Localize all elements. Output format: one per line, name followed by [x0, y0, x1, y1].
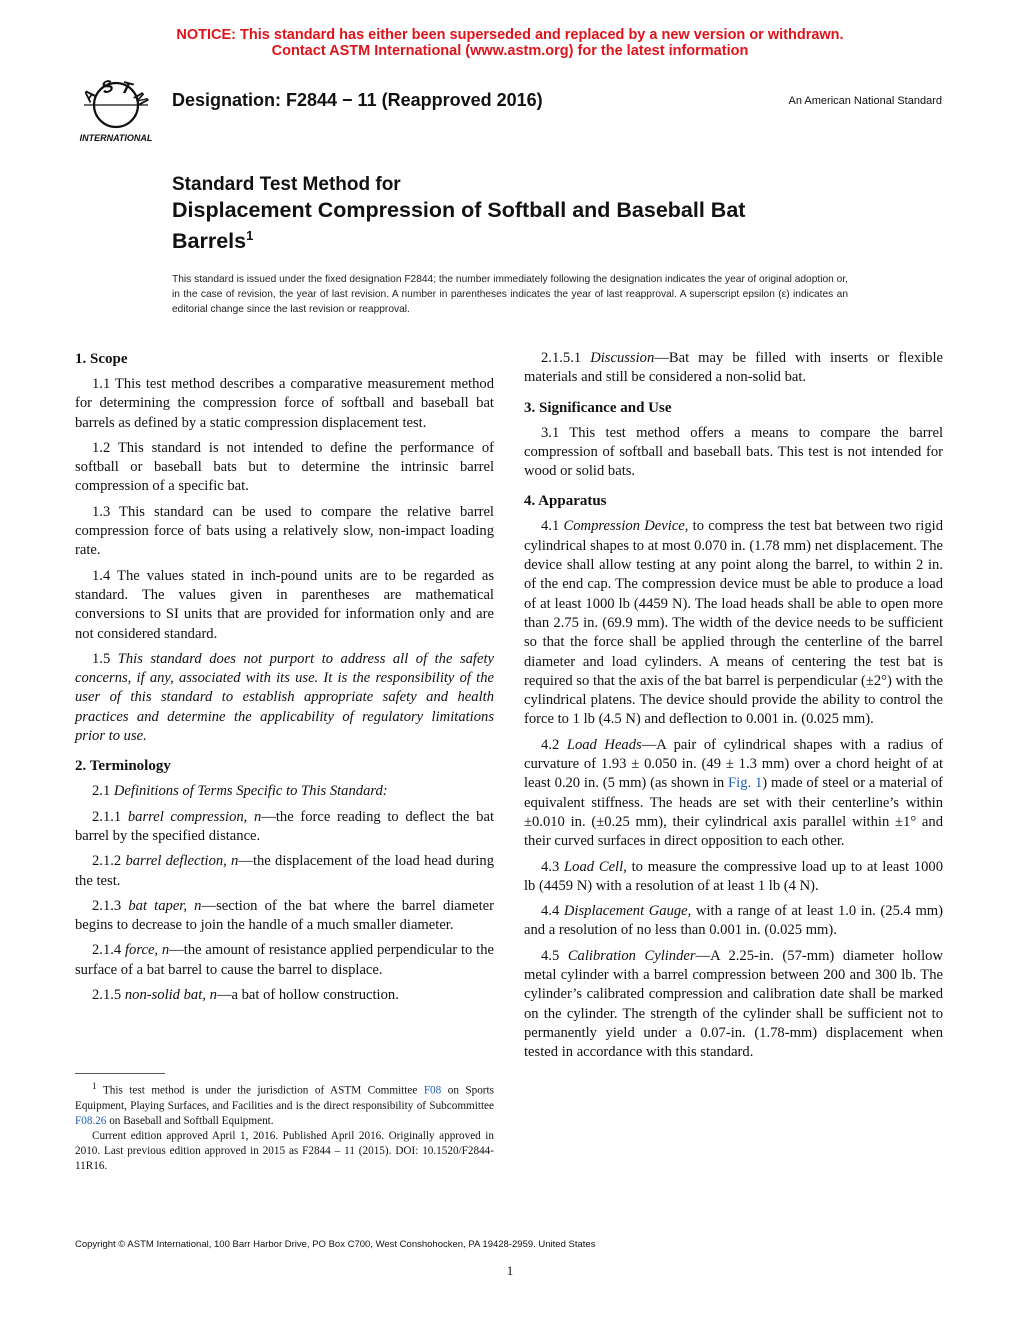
paragraph-4-3: 4.3 Load Cell, to measure the compressive load up to at least 1000 lb (4459 N) with a resolution of at least 1 lb (4 N).: [524, 858, 944, 894]
astm-logo: [70, 75, 162, 147]
subcommittee-f08-26-link[interactable]: F08.26: [75, 1114, 107, 1127]
paragraph-4-4: 4.4 Displacement Gauge, with a range of at least 1.0 in. (25.4 mm) and a resolution of no less than 0.001 in. (0.025 mm).: [524, 903, 944, 939]
footnote-1: $^1$ This test method is under the jurisdiction of ASTM Committee F08 on Sports Equipment, Playing Surfaces, and Facilities and is the direct responsibility of Subcommittee F08.26 on Baseball and Softball Equipment.: [75, 1082, 494, 1127]
paragraph-2-1: 2.1 Definitions of Terms Specific to This Standard:: [92, 783, 388, 800]
paragraph-4-2: 4.2 Load Heads—A pair of cylindrical shapes with a radius of curvature of 1.93 ± 0.050 in. (49 ± 1.3 mm) over a chord height of at least 0.20 in. (5 mm) (as shown in Fig. 1) made of steel or a material of equivalent stiffness. The heads are set with their centerline’s within ±0.010 in. (±0.25 mm), their cylindrical axis parallel within ±1° and their curved surfaces in direct opposition to each other.: [524, 736, 944, 850]
issuance-note: This standard is issued under the fixed designation F2844; the number immediately following the designation indicates the year of original adoption or, in the case of revision, the year of last revision. A number in parentheses indicates the year of last reapproval. A superscript epsilon (ε) indicates an editorial change since the last revision or reapproval.: [172, 274, 848, 315]
title-line-2: Displacement Compression of Softball and Baseball Bat: [172, 198, 746, 222]
right-column: [524, 349, 943, 1069]
paragraph-1-4: 1.4 The values stated in inch-pound units are to be regarded as standard. The values given in parentheses are mathematical conversions to SI units that are provided for information only and are not considered standard.: [75, 567, 494, 642]
footnote: [75, 1080, 494, 1174]
figure-1-link[interactable]: Fig. 1: [728, 775, 763, 792]
paragraph-1-2: 1.2 This standard is not intended to define the performance of softball or baseball bats but to determine the intrinsic barrel compression of a specific bat.: [75, 439, 494, 495]
footnote-divider: [75, 1073, 165, 1074]
page-number: 1: [506, 1263, 514, 1278]
committee-f08-link[interactable]: F08: [423, 1084, 442, 1097]
title-footnote-mark[interactable]: 1: [246, 228, 254, 243]
paragraph-2-1-5-1: 2.1.5.1 Discussion—Bat may be filled with inserts or flexible materials and still be considered a non-solid bat.: [524, 350, 944, 386]
paragraph-4-1: 4.1 Compression Device, to compress the test bat between two rigid cylindrical shapes to at most 0.070 in. (1.78 mm) net displacement. The device shall allow testing at any point along the barrel, to within 2 in. of the end cap. The compression device must be able to produce a load of at least 1000 lb (4459 N). The load heads shall be able to open more than 2.75 in. (69.9 mm). The width of the device needs to be sufficient so that the force shall be applied through the centerline of the barrel diameter and load cylinders. A means of centering the test bat is required so that the axis of the bat barrel is perpendicular (±2°) with the cylindrical platens. The device should provide the ability to control the force to 1 lb (4.5 N) and deflection to 0.001 in. (0.025 mm).: [524, 518, 944, 728]
svg-text:S: S: [98, 76, 117, 98]
paragraph-2-1-2: 2.1.2 barrel deflection, n—the displacement of the load head during the test.: [75, 853, 494, 889]
document-title: [172, 173, 872, 254]
paragraph-1-1: 1.1 This test method describes a comparative measurement method for determining the compression force of softball and baseball bat barrels as defined by a static compression displacement test.: [75, 376, 494, 431]
footnote-edition: Current edition approved April 1, 2016. Published April 2016. Originally approved in 2010. Last previous edition approved in 2015 as F2844 – 11 (2015). DOI: 10.1520/F2844-11R16.: [75, 1129, 494, 1172]
paragraph-1-3: 1.3 This standard can be used to compare the relative barrel compression force of bats using a relatively slow, non-impact loading rate.: [75, 503, 494, 559]
paragraph-3-1: 3.1 This test method offers a means to compare the barrel compression of softball and baseball bats. This test is not intended for wood or solid bats.: [524, 424, 943, 480]
svg-text:A: A: [79, 86, 100, 106]
withdrawal-notice: [0, 27, 1020, 59]
svg-text:M: M: [129, 88, 151, 110]
notice-line-1: NOTICE: This standard has either been superseded and replaced by a new version or withdrawn.: [176, 27, 844, 43]
copyright-line: Copyright © ASTM International, 100 Barr Harbor Drive, PO Box C700, West Conshohocken, PA 19428-2959. United States: [75, 1239, 596, 1250]
paragraph-2-1-3: 2.1.3 bat taper, n—section of the bat where the barrel diameter begins to decrease to join the handle of a much smaller diameter.: [75, 897, 494, 934]
section-significance-heading: 3. Significance and Use: [524, 399, 672, 416]
designation: Designation: F2844 − 11 (Reapproved 2016): [172, 90, 543, 110]
paragraph-2-1-1: 2.1.1 barrel compression, n—the force reading to deflect the bat barrel by the specified distance.: [75, 808, 494, 844]
national-standard-label: An American National Standard: [788, 95, 942, 107]
section-terminology-heading: 2. Terminology: [75, 758, 171, 775]
paragraph-2-1-4: 2.1.4 force, n—the amount of resistance applied perpendicular to the surface of a bat barrel to cause the barrel to displace.: [75, 942, 494, 978]
svg-text:T: T: [118, 77, 134, 99]
astm-logo-icon: [70, 75, 162, 147]
section-apparatus-heading: 4. Apparatus: [524, 493, 607, 510]
section-scope-heading: 1. Scope: [75, 351, 128, 367]
left-column: [75, 349, 494, 1011]
logo-subtitle: INTERNATIONAL: [79, 133, 153, 143]
title-line-1: Standard Test Method for: [172, 174, 401, 195]
paragraph-2-1-5: 2.1.5 non-solid bat, n—a bat of hollow construction.: [92, 987, 399, 1004]
title-line-3: Barrels$^1$: [172, 228, 254, 254]
notice-line-2: Contact ASTM International (www.astm.org) for the latest information: [271, 43, 749, 59]
paragraph-1-5: 1.5 This standard does not purport to address all of the safety concerns, if any, associated with its use. It is the responsibility of the user of this standard to establish appropriate safety and health practices and determine the applicability of regulatory limitations prior to use.: [75, 650, 494, 745]
paragraph-4-5: 4.5 Calibration Cylinder—A 2.25-in. (57-mm) diameter hollow metal cylinder with a barrel compression between 200 and 300 lb. The cylinder’s calibrated compression and calibration date shall be marked on the cylinder. The strength of the cylinder shall be sufficient not to permanently yield under a 0.07-in. (1.78-mm) displacement when tested in accordance with this standard.: [524, 947, 943, 1061]
